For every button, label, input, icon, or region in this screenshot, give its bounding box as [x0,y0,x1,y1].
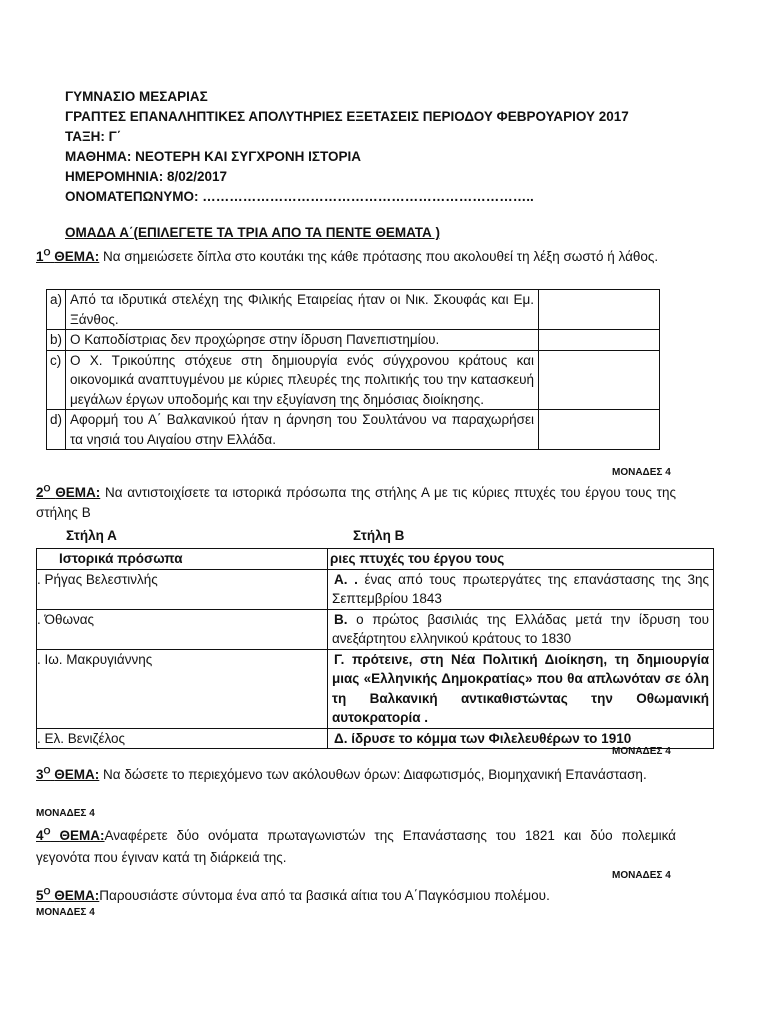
person-cell: . Ρήγας Βελεστινλής [37,569,328,609]
answer-box[interactable] [539,330,660,351]
row-label: b) [47,330,66,351]
true-false-table [46,289,660,450]
subject-line: ΜΑΘΗΜΑ: ΝΕΟΤΕΡΗ ΚΑΙ ΣΥΓΧΡΟΝΗ ΙΣΤΟΡΙΑ [65,149,361,164]
column-b-header: ριες πτυχές του έργου τους [328,549,714,570]
achievement-cell: Β. ο πρώτος βασιλιάς της Ελλάδας μετά την ίδρυση του ανεξάρτητου ελληνικού κράτους το 1830 [328,609,714,649]
row-label: c) [47,350,66,410]
statement-text: Από τα ιδρυτικά στελέχη της Φιλικής Εταιρείας ήταν οι Νικ. Σκουφάς και Εμ. Ξάνθος. [66,290,539,330]
table-row [37,609,714,649]
question-4-heading: $4^O$ ΘΕΜΑ: [36,826,105,843]
statement-text: Ο Χ. Τρικούπης στόχευε στη δημιουργία ενός σύγχρονου κράτους και οικονομικά αναπτυγμένου με κύριες πλευρές της πολιτικής του την κατασκευή μεγάλων έργων υποδομής και την εξυγίανση της δημόσιας διοίκησης. [66,350,539,410]
statement-text: Αφορμή του Α΄ Βαλκανικού ήταν η άρνηση του Σουλτάνου να παραχωρήσει τα νησιά του Αιγαίου στην Ελλάδα. [66,410,539,450]
school-name: ΓΥΜΝΑΣΙΟ ΜΕΣΑΡΙΑΣ [65,89,208,104]
question-2 [36,483,676,523]
table-row [37,569,714,609]
row-label: a) [47,290,66,330]
person-cell: . Ελ. Βενιζέλος [37,728,328,749]
date-line: ΗΜΕΡΟΜΗΝΙΑ: 8/02/2017 [65,169,228,184]
question-3 [36,764,676,786]
person-cell: . Όθωνας [37,609,328,649]
question-1-heading: $1^O$ ΘΕΜΑ: [36,247,100,264]
question-4-text: Αναφέρετε δύο ονόματα πρωταγωνιστών της Επανάστασης του 1821 και δύο πολεμικά γεγονότα που έγιναν κατά τη διάρκειά της. [36,828,676,865]
question-1 [36,247,676,267]
table-row [47,330,660,351]
question-3-text: Να δώσετε το περιεχόμενο των ακόλουθων όρων: Διαφωτισμός, Βιομηχανική Επανάσταση. [99,767,647,782]
column-a-title: Στήλη Α [66,528,117,543]
question-5-heading: $5^O$ ΘΕΜΑ: [36,886,100,903]
question-5 [36,886,676,906]
question-2-text: Να αντιστοιχίσετε τα ιστορικά πρόσωπα της στήλης Α με τις κύριες πτυχές του έργου τους της στήλης Β [36,485,676,520]
exam-title: ΓΡΑΠΤΕΣ ΕΠΑΝΑΛΗΠΤΙΚΕΣ ΑΠΟΛΥΤΗΡΙΕΣ ΕΞΕΤΑΣΕΙΣ ΠΕΡΙΟΔΟΥ ΦΕΒΡΟΥΑΡΙΟΥ 2017 [65,109,629,124]
row-label: d) [47,410,66,450]
question-1-marks: ΜΟΝΑΔΕΣ 4 [612,467,671,478]
statement-text: Ο Καποδίστριας δεν προχώρησε στην ίδρυση Πανεπιστημίου. [66,330,539,351]
achievement-cell: Δ. ίδρυσε το κόμμα των Φιλελευθέρων το 1910 [328,728,714,749]
person-cell: . Ιω. Μακρυγιάννης [37,649,328,728]
question-4-marks: ΜΟΝΑΔΕΣ 4 [612,870,671,881]
column-a-header: Ιστορικά πρόσωπα [37,549,328,570]
student-name-line: ΟΝΟΜΑΤΕΠΩΝΥΜΟ: ……………………………………………………………….. [65,189,534,204]
answer-box[interactable] [539,350,660,410]
answer-box[interactable] [539,290,660,330]
question-3-heading: $3^O$ ΘΕΜΑ: [36,765,100,782]
table-row [37,649,714,728]
table-row [47,410,660,450]
matching-table [36,548,714,749]
achievement-cell: Γ. πρότεινε, στη Νέα Πολιτική Διοίκηση, τη δημιουργία μιας «Ελληνικής Δημοκρατίας» που θα απλωνόταν σε όλη τη Βαλκανική αντικαθιστώντας την Οθωμανική αυτοκρατορία . [328,649,714,728]
table-row [47,350,660,410]
table-header-row [37,549,714,570]
question-3-marks: ΜΟΝΑΔΕΣ 4 [36,808,95,819]
question-4 [36,825,676,869]
question-2-heading: $2^O$ ΘΕΜΑ: [36,483,101,500]
exam-header [65,87,629,207]
column-b-title: Στήλη Β [353,528,405,543]
class-line: ΤΑΞΗ: Γ΄ [65,129,122,144]
question-5-marks: ΜΟΝΑΔΕΣ 4 [36,907,95,918]
group-title: ΟΜΑΔΑ Α΄(ΕΠΙΛΕΓΕΤΕ ΤΑ ΤΡΙΑ ΑΠΟ ΤΑ ΠΕΝΤΕ ΘΕΜΑΤΑ ) [65,225,440,240]
answer-box[interactable] [539,410,660,450]
question-5-text: Παρουσιάστε σύντομα ένα από τα βασικά αίτια του Α΄Παγκόσμιου πολέμου. [99,888,550,903]
question-1-text: Να σημειώσετε δίπλα στο κουτάκι της κάθε πρότασης που ακολουθεί τη λέξη σωστό ή λάθος. [99,249,659,264]
achievement-cell: Α. . ένας από τους πρωτεργάτες της επανάστασης της 3ης Σεπτεμβρίου 1843 [328,569,714,609]
table-row [47,290,660,330]
question-2-marks: ΜΟΝΑΔΕΣ 4 [612,746,671,757]
